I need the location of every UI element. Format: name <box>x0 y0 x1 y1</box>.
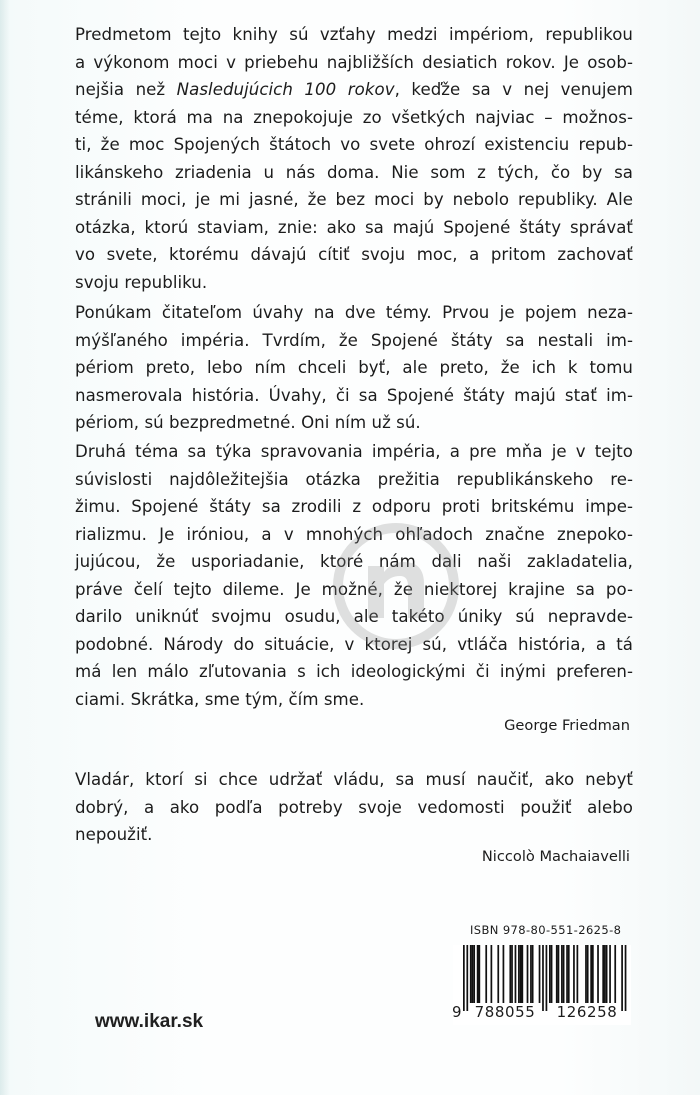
barcode-bar <box>532 945 534 1003</box>
barcode-bar <box>561 945 563 1003</box>
text-line: rializmu. Je iróniou, a v mnohých ohľadoch značne znepoko- <box>75 524 633 544</box>
barcode-bar <box>563 945 565 1003</box>
barcode-bar <box>590 945 592 1003</box>
quote-attribution: Niccolò Machaiavelli <box>481 848 630 865</box>
barcode-bar <box>530 945 532 1003</box>
text-line: a výkonom moci v priebehu najbližších desiatich rokov. Je osob- <box>75 52 633 72</box>
barcode-bar <box>556 945 558 1003</box>
barcode-bar <box>477 945 479 1003</box>
text-line: Predmetom tejto knihy sú vzťahy medzi impériom, republikou <box>75 25 633 44</box>
text-line: nepoužiť. <box>75 825 153 844</box>
barcode-bar <box>518 945 520 1003</box>
barcode-bar <box>606 945 608 1003</box>
author-signature: George Friedman <box>504 717 630 734</box>
isbn-number: ISBN 978-80-551-2625-8 <box>470 923 622 937</box>
text-line: súvislosti najdôležitejšia otázka prežitia republikánskeho re- <box>75 469 633 489</box>
barcode-bar <box>466 945 468 1011</box>
barcode-bar <box>585 945 587 1003</box>
barcode-bar <box>609 945 611 1003</box>
first-theme-paragraph <box>75 299 633 437</box>
barcode-bar <box>485 945 487 1003</box>
text-line: mýšľaného impéria. Tvrdím, že Spojené štáty sa nestali im- <box>75 330 633 350</box>
barcode-bar <box>527 945 529 1003</box>
barcode-bar <box>551 945 553 1003</box>
barcode-bar <box>625 945 627 1011</box>
barcode-bar <box>597 945 599 1003</box>
text-line: Druhá téma sa týka spravovania impéria, a pre mňa je v tejto <box>75 442 633 461</box>
text-line: otázka, ktorú staviam, znie: ako sa majú Spojené štáty správať <box>75 217 633 237</box>
barcode-bar <box>604 945 606 1003</box>
text-line: dobrý, a ako podľa potreby svoje vedomosti použiť alebo <box>75 797 633 817</box>
barcode-bar <box>470 945 472 1003</box>
text-line: périom preto, lebo ním chceli byť, ale preto, že ich k tomu <box>75 358 633 377</box>
text-line: svoju republiku. <box>75 272 208 292</box>
barcode-bar <box>568 945 570 1003</box>
barcode-bar <box>614 945 616 1003</box>
barcode-bar <box>491 945 493 1003</box>
text-line: vo svete, ktorému dávajú cítiť svoju moc, a pritom zachovať <box>75 245 633 264</box>
text-line: ti, že moc Spojených štátoch vo svete ohrozí existenciu repub- <box>75 135 633 154</box>
text-line: téme, ktorá ma na znepokojuje zo všetkých najviac – možnos- <box>75 107 633 127</box>
publisher-logo-icon <box>332 522 460 650</box>
barcode-bar <box>511 945 513 1003</box>
barcode-bar <box>515 945 517 1003</box>
quote-paragraph <box>75 766 633 849</box>
barcode-bar <box>546 945 548 1011</box>
text-fragment: , keďže sa v nej venujem <box>394 80 634 99</box>
text-line: Vladár, ktorí si chce udržať vládu, sa musí naučiť, ako nebyť <box>75 770 633 789</box>
barcode-bar <box>509 945 511 1003</box>
text-line: nasmerovala história. Úvahy, či sa Spojené štáty majú stať im- <box>75 385 633 405</box>
text-line: likánskeho zriadenia u nás doma. Nie som z tých, čo by sa <box>75 162 633 182</box>
barcode-bar <box>539 945 541 1003</box>
barcode-bar <box>577 945 579 1003</box>
barcode-bar <box>558 945 560 1003</box>
barcode-bar <box>463 945 465 1011</box>
barcode-bar <box>542 945 544 1011</box>
text-line: podobné. Národy do situácie, v ktorej sú, vtláča história, a tá <box>75 634 633 654</box>
ean-digits <box>452 1003 634 1021</box>
barcode-bar <box>473 945 475 1003</box>
text-line: darilo uniknúť svojmu osudu, ale takéto úniky sú nepravde- <box>75 607 633 626</box>
book-title-italic: Nasledujúcich 100 rokov <box>176 80 395 99</box>
barcode-bar <box>478 945 480 1003</box>
barcode-bar <box>521 945 523 1003</box>
barcode-bar <box>592 945 594 1003</box>
ean-left-group: 788055 <box>474 1003 536 1021</box>
text-line: žimu. Spojené štáty sa zrodili z odporu proti britskému impe- <box>75 497 633 516</box>
barcode-bar <box>573 945 575 1003</box>
barcode-bar <box>503 945 505 1003</box>
barcode-bar <box>587 945 589 1003</box>
ean-first-digit: 9 <box>452 1003 462 1021</box>
barcode-bar <box>472 945 474 1003</box>
text-line: má len málo zľutovania s ich ideologickými či inými preferen- <box>75 662 633 681</box>
publisher-website: www.ikar.sk <box>95 1011 204 1032</box>
text-line: jujúcou, že usporiadanie, ktoré nám dali naši zakladatelia, <box>75 552 633 571</box>
text-line: práve čelí tejto dileme. Je možné, že niektorej krajine sa po- <box>75 579 633 599</box>
text-line: périom, sú bezpredmetné. Oni ním už sú. <box>75 413 421 432</box>
text-line: ciami. Skrátka, sme tým, čím sme. <box>75 689 365 709</box>
text-fragment: nejšia než <box>75 80 177 99</box>
barcode-bar <box>549 945 551 1003</box>
barcode-bar <box>520 945 522 1003</box>
ean-right-group: 126258 <box>556 1003 618 1021</box>
spine-edge <box>0 0 10 1095</box>
text-line: stránili moci, je mi jasné, že bez moci by nebolo republiky. Ale <box>75 190 633 209</box>
barcode-bar <box>602 945 604 1003</box>
text-line-with-title <box>75 76 633 104</box>
barcode-bar <box>566 945 568 1003</box>
barcode-bar <box>497 945 499 1003</box>
intro-paragraph <box>75 21 633 296</box>
text-line: Ponúkam čitateľom úvahy na dve témy. Prvou je pojem neza- <box>75 303 633 322</box>
barcode-bar <box>621 945 623 1011</box>
